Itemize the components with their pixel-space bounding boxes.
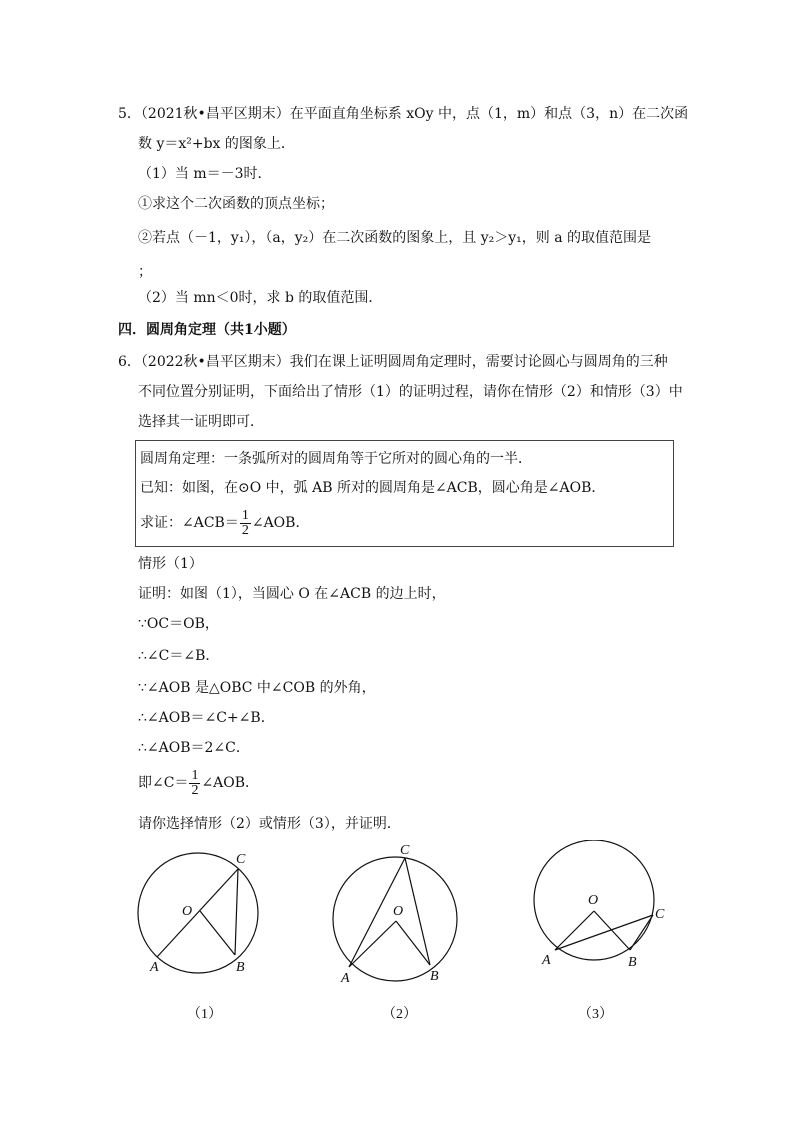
- label-a: A: [341, 971, 350, 986]
- proof-line-6: ∴∠AOB＝2∠C．: [138, 740, 250, 756]
- label-b: B: [236, 960, 245, 975]
- label-o: O: [393, 904, 404, 919]
- q5-line-1: 5．（2021秋•昌平区期末）在平面直角坐标系 xOy 中，点（1，m）和点（3，n）在二次函: [118, 106, 689, 122]
- label-o: O: [588, 893, 599, 908]
- theorem-prove: [140, 508, 309, 538]
- label-c: C: [400, 843, 410, 858]
- q6-line-3: 选择其一证明即可．: [138, 414, 264, 430]
- proof-line-5: ∴∠AOB＝∠C+∠B．: [138, 710, 275, 726]
- q6-line-1: 6．（2022秋•昌平区期末）我们在课上证明圆周角定理时，需要讨论圆心与圆周角的三种: [118, 354, 668, 370]
- prove-prefix: 求证：∠ACB＝: [140, 515, 239, 531]
- proof-line-7: [138, 768, 259, 798]
- q5-line-5: ②若点（－1，y₁），（a，y₂）在二次函数的图象上，且 y₂＞y₁，则 a 的取值范围是: [138, 230, 652, 246]
- proof-line-1: 证明：如图（1），当圆心 O 在∠ACB 的边上时，: [138, 586, 446, 602]
- figure-2: [326, 842, 466, 987]
- label-a: A: [542, 953, 551, 968]
- caption-3: （3）: [578, 1007, 613, 1022]
- theorem-given: 已知：如图，在⊙O 中，弧 AB 所对的圆周角是∠ACB，圆心角是∠AOB．: [140, 480, 606, 496]
- fraction-half-2: $\frac{1}{2}$: [191, 767, 199, 798]
- case-1-heading: 情形（1）: [138, 556, 203, 572]
- section-heading: 四．圆周角定理（共1小题）: [118, 322, 296, 338]
- conclusion-suffix: ∠AOB．: [201, 775, 260, 791]
- figure-1: [130, 838, 270, 978]
- q5-line-7: （2）当 mn＜0时，求 b 的取值范围．: [138, 290, 383, 306]
- proof-line-3: ∴∠C＝∠B．: [138, 648, 220, 664]
- proof-line-2: ∵OC＝OB，: [138, 616, 219, 632]
- label-b: B: [430, 969, 439, 984]
- conclusion-prefix: 即∠C＝: [138, 775, 189, 791]
- label-o: O: [182, 904, 193, 919]
- label-a: A: [150, 960, 159, 975]
- q6-line-2: 不同位置分别证明，下面给出了情形（1）的证明过程，请你在情形（2）和情形（3）中: [138, 384, 683, 400]
- caption-1: （1）: [187, 1007, 222, 1022]
- caption-2: （2）: [382, 1007, 417, 1022]
- label-c: C: [655, 907, 665, 922]
- q5-line-2: 数 y＝x²+bx 的图象上．: [138, 136, 295, 152]
- q5-line-3: （1）当 m＝－3时．: [138, 166, 272, 182]
- proof-line-4: ∵∠AOB 是△OBC 中∠COB 的外角，: [138, 680, 376, 696]
- q5-line-6: ；: [138, 264, 152, 280]
- choose-case-prompt: 请你选择情形（2）或情形（3），并证明．: [138, 816, 401, 832]
- fraction-half: $\frac{1}{2}$: [241, 507, 249, 538]
- label-b: B: [628, 955, 637, 970]
- prove-suffix: ∠AOB．: [251, 515, 310, 531]
- label-c: C: [236, 852, 246, 867]
- figure-3: [528, 840, 678, 970]
- theorem-statement: 圆周角定理：一条弧所对的圆周角等于它所对的圆心角的一半．: [140, 451, 532, 467]
- q5-line-4: ①求这个二次函数的顶点坐标；: [138, 196, 334, 212]
